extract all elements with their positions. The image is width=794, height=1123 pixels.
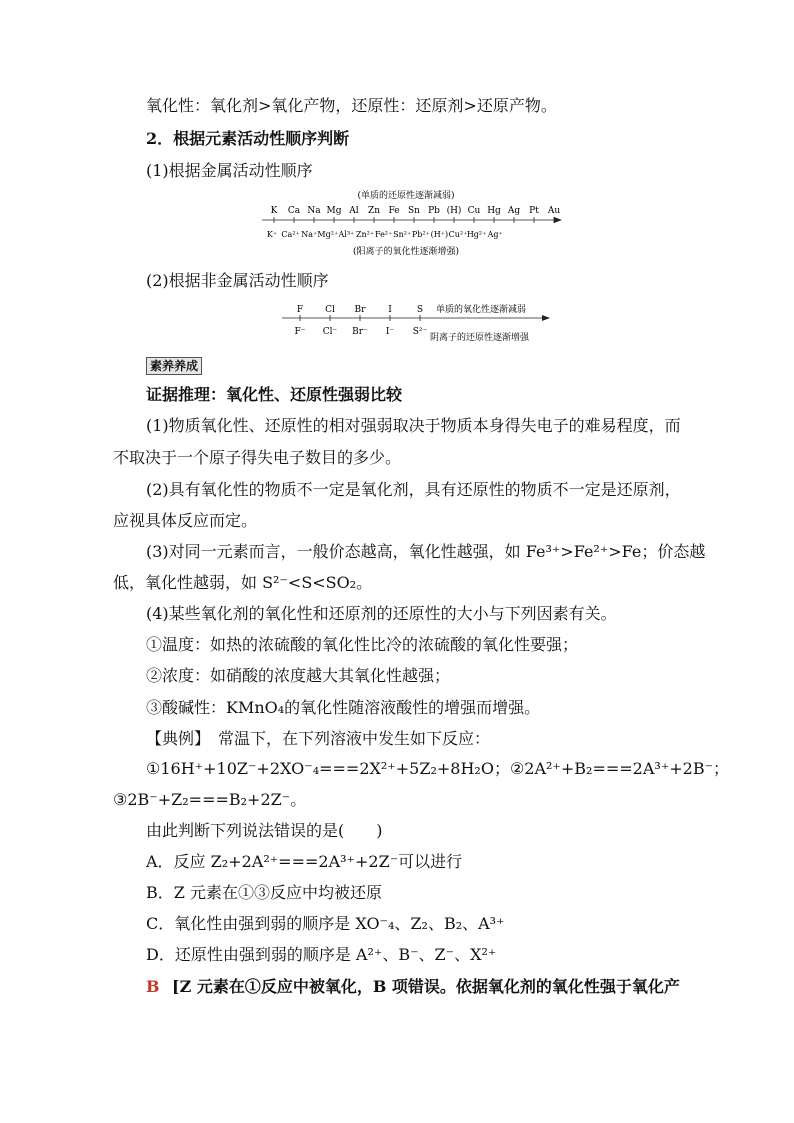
paragraph-line: (1)物质氧化性、还原性的相对强弱取决于物质本身得失电子的难易程度，而 (146, 416, 681, 435)
nonmetal-bottom-caption: 阴离子的还原性逐渐增强 (430, 333, 530, 343)
option-c: C．氧化性由强到弱的顺序是 XO⁻₄、Z₂、B₂、A³⁺ (146, 914, 505, 933)
answer-explanation: [Z 元素在①反应中被氧化，B 项错误。依据氧化剂的氧化性强于氧化产 (172, 977, 680, 996)
option-b: B．Z 元素在①③反应中均被还原 (146, 883, 382, 902)
answer-letter: B (146, 977, 160, 996)
section-heading: 证据推理：氧化性、还原性强弱比较 (146, 385, 403, 404)
subheading: (2)根据非金属活动性顺序 (146, 271, 329, 290)
metal-ion: Cu²⁺ (448, 230, 468, 239)
metal-symbol: Al (349, 206, 359, 216)
paragraph-line: ②浓度：如硝酸的浓度越大其氧化性越强； (146, 666, 451, 685)
metal-ion: Sn²⁺ (393, 230, 412, 239)
metal-symbol: Pt (529, 206, 539, 216)
option-d: D．还原性由强到弱的顺序是 A²⁺、B⁻、Z⁻、X²⁺ (146, 945, 497, 964)
paragraph-line: (4)某些氧化剂的氧化性和还原剂的还原性的大小与下列因素有关。 (146, 604, 617, 623)
metal-bottom-caption: (阳离子的氧化性逐渐增强) (352, 247, 460, 257)
metal-ion: Ag⁺ (487, 230, 503, 239)
nonmetal-axis-arrow (542, 315, 550, 321)
paragraph-line: 低，氧化性越弱，如 S²⁻<S<SO₂。 (113, 573, 373, 592)
metal-symbol: Na (307, 206, 321, 216)
question-stem: 由此判断下列说法错误的是( ) (146, 821, 383, 840)
paragraph-line: (3)对同一元素而言，一般价态越高，氧化性越强，如 Fe³⁺>Fe²⁺>Fe；价态越 (146, 542, 706, 561)
metal-ion: Hg²⁺ (466, 230, 487, 239)
metal-symbol: K (270, 206, 278, 216)
paragraph-line: 应视具体反应而定。 (113, 511, 258, 530)
metal-ion: Pb²⁺ (411, 230, 430, 239)
metal-ion: K⁺ (266, 230, 278, 239)
metal-symbol: Zn (367, 206, 381, 216)
nonmetal-symbol: Br (354, 305, 366, 315)
metal-axis-arrow (554, 217, 562, 223)
paragraph-line: (2)具有氧化性的物质不一定是氧化剂，具有还原性的物质不一定是还原剂， (146, 480, 681, 499)
nonmetal-symbol: I (388, 305, 392, 315)
reaction-line: ①16H⁺+10Z⁻+2XO⁻₄===2X²⁺+5Z₂+8H₂O；②2A²⁺+B₂===2A³⁺+2B⁻； (146, 759, 730, 778)
nonmetal-symbol: S (416, 305, 424, 315)
metal-ion: Zn²⁺ (355, 230, 375, 239)
section-tag: 素养养成 (146, 357, 202, 375)
metal-ion: Fe²⁺ (374, 230, 393, 239)
subheading: (1)根据金属活动性顺序 (146, 161, 313, 180)
metal-symbol: Cu (467, 206, 481, 216)
paragraph-line: ③酸碱性：KMnO₄的氧化性随溶液酸性的增强而增强。 (146, 698, 541, 717)
metal-symbol: Au (547, 206, 561, 216)
nonmetal-activity-diagram (280, 300, 560, 346)
metal-ion: (H⁺) (430, 230, 449, 239)
reaction-line: ③2B⁻+Z₂===B₂+2Z⁻。 (113, 790, 307, 809)
nonmetal-top-caption: 单质的氧化性逐渐减弱 (436, 305, 527, 315)
nonmetal-ion: Br⁻ (352, 327, 368, 337)
metal-ion: Al³⁺ (338, 230, 355, 239)
option-a: A．反应 Z₂+2A²⁺===2A³⁺+2Z⁻可以进行 (146, 852, 463, 871)
paragraph-line: 不取决于一个原子得失电子数目的多少。 (113, 448, 402, 467)
text-line: 氧化性：氧化剂>氧化产物，还原性：还原剂>还原产物。 (146, 96, 557, 115)
metal-ion: Na⁺ (301, 230, 318, 239)
paragraph-line: ①温度：如热的浓硫酸的氧化性比冷的浓硫酸的氧化性要强； (146, 635, 579, 654)
metal-symbol: Mg (326, 206, 342, 216)
metal-ion: Ca²⁺ (281, 230, 300, 239)
metal-symbol: Ag (507, 206, 521, 216)
nonmetal-ion: F⁻ (294, 327, 306, 337)
metal-symbol: Hg (487, 206, 501, 216)
metal-activity-diagram (256, 188, 566, 260)
nonmetal-symbol: Cl (325, 305, 335, 315)
metal-symbol: (H) (446, 206, 462, 216)
metal-top-caption: (单质的还原性逐渐减弱) (357, 191, 455, 201)
metal-ion: Mg²⁺ (317, 230, 339, 239)
nonmetal-ion: Cl⁻ (322, 327, 338, 337)
nonmetal-ion: S²⁻ (412, 327, 428, 337)
metal-symbol: Fe (388, 206, 400, 216)
nonmetal-ion: I⁻ (385, 327, 395, 337)
metal-symbol: Sn (408, 206, 420, 216)
example-heading: 【典例】 常温下，在下列溶液中发生如下反应： (146, 729, 491, 748)
nonmetal-symbol: F (296, 305, 304, 315)
metal-symbol: Pb (428, 206, 440, 216)
metal-symbol: Ca (287, 206, 301, 216)
section-heading: 2．根据元素活动性顺序判断 (146, 129, 350, 148)
